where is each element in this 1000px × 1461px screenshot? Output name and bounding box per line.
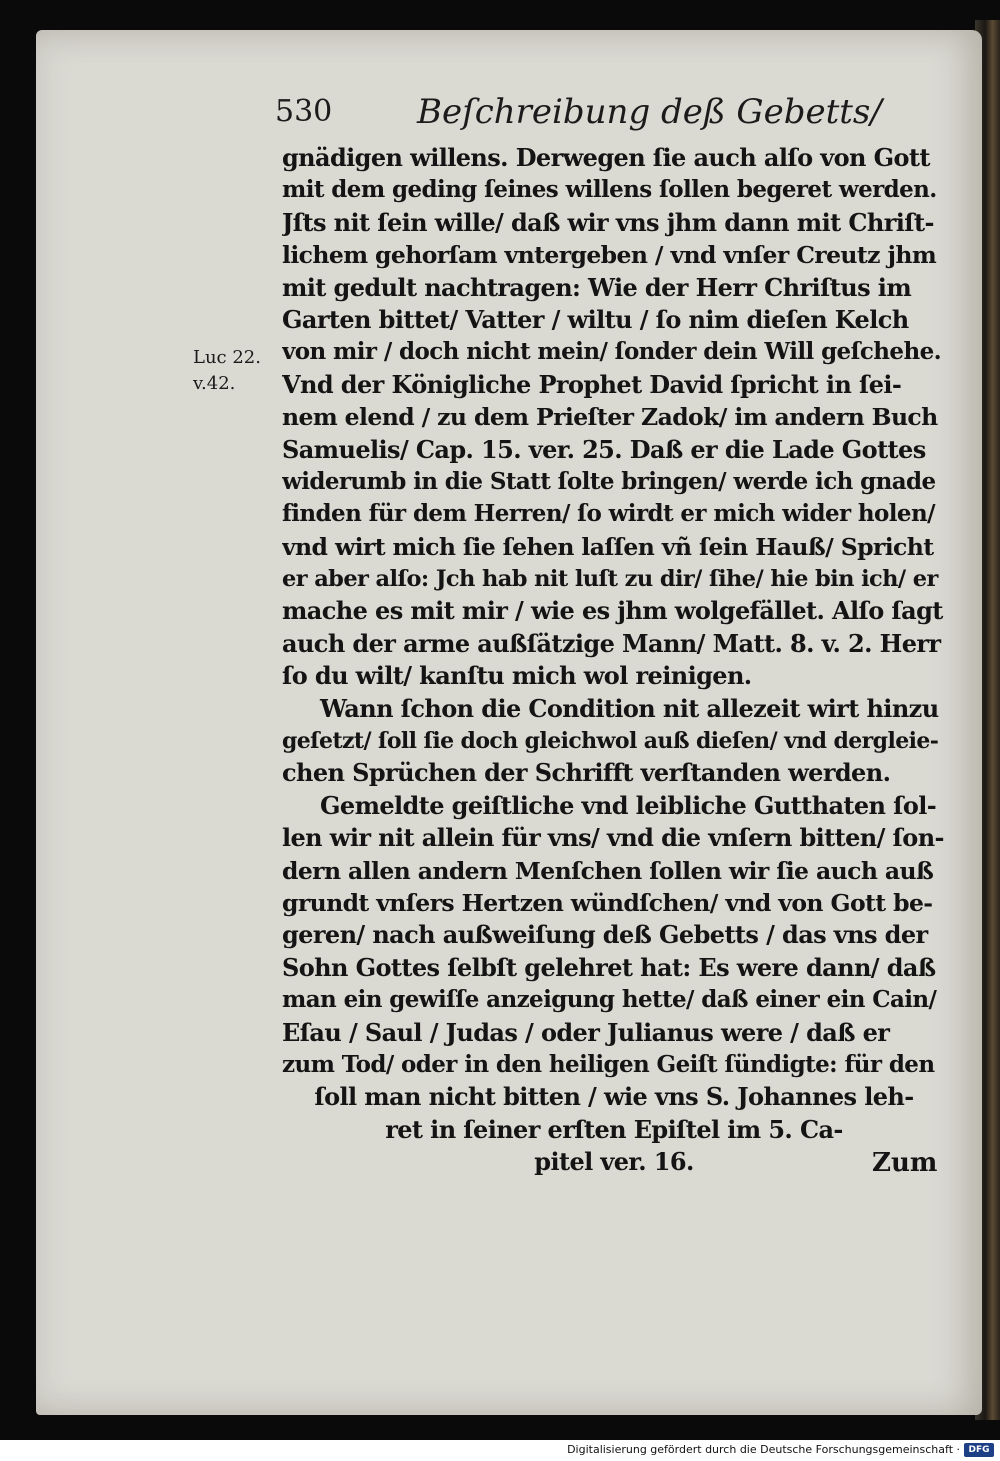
text-line: lichem gehorſam vntergeben / vnd vnſer Creutz jhm [282,241,937,270]
text-line: pitel ver. 16. [534,1147,694,1177]
text-line: dern allen andern Menſchen ſollen wir ſie auch auß [282,856,934,885]
text-line: Sohn Gottes ſelbſt gelehret hat: Es were dann/ daß [282,952,936,982]
text-line: mache es mit mir / wie es jhm wolgefället. Alſo ſagt [282,596,943,626]
text-line: man ein gewiſſe anzeigung hette/ daß einer ein Cain/ [282,986,937,1014]
text-line: mit gedult nachtragen: Wie der Herr Chriſtus im [282,272,912,302]
text-line: zum Tod/ oder in den heiligen Geiſt ſündigte: für den [282,1050,935,1078]
text-line: Samuelis/ Cap. 15. ver. 25. Daß er die Lade Gottes [282,434,926,464]
margin-note [193,345,263,397]
text-line: Eſau / Saul / Judas / oder Julianus were / daß er [282,1017,890,1047]
text-line: er aber alſo: Jch hab nit luſt zu dir/ ſihe/ hie bin ich/ er [282,566,938,593]
running-title: Beſchreibung deß Gebetts/ [417,92,882,132]
text-line: von mir / doch nicht mein/ ſonder dein Will geſchehe. [282,338,942,366]
text-line: finden für dem Herren/ ſo wirdt er mich wider holen/ [282,500,935,528]
text-line: Vnd der Königliche Prophet David ſpricht in ſei- [282,369,902,399]
text-line: Wann ſchon die Condition nit allezeit wirt hinzu [320,693,939,723]
text-line: len wir nit allein für vns/ vnd die vnſern bitten/ ſon- [282,823,944,853]
text-line: chen Sprüchen der Schrifft verſtanden werden. [282,758,891,788]
text-line: geſetzt/ ſoll ſie doch gleichwol auß dieſen/ vnd dergleie- [282,728,939,755]
text-line: ſoll man nicht bitten / wie vns S. Johannes leh- [314,1082,914,1112]
text-line: vnd wirt mich ſie ſehen laſſen vñ ſein Hauß/ Spricht [282,532,934,561]
body-text [282,142,946,1179]
catchword: Zum [872,1148,938,1178]
margin-note-line: v.42. [193,373,236,394]
text-line: mit dem geding ſeines willens ſollen begeret werden. [282,176,937,204]
text-line: nem elend / zu dem Prieſter Zadok/ im andern Buch [282,403,938,432]
text-line: widerumb in die Statt ſolte bringen/ werde ich gnade [282,467,936,495]
text-line: ſo du wilt/ kanſtu mich wol reinigen. [282,661,752,691]
text-line: Gemeldte geiſtliche vnd leibliche Gutthaten ſol- [320,790,937,820]
page-number: 530 [275,94,333,129]
text-line: geren/ nach außweiſung deß Gebetts / das vns der [282,920,928,950]
text-line: grundt vnſers Hertzen wündſchen/ vnd von Gott be- [282,888,933,917]
text-line: auch der arme außſätzige Mann/ Matt. 8. v. 2. Herr [282,628,941,658]
margin-note-line: Luc 22. [193,347,261,368]
dfg-logo-icon: DFG [964,1443,994,1457]
text-line: ret in ſeiner erſten Epiſtel im 5. Ca- [385,1114,843,1144]
text-line: gnädigen willens. Derwegen ſie auch alſo von Gott [282,143,930,172]
text-line: Jſts nit ſein wille/ daß wir vns jhm dann mit Chriſt- [282,207,934,237]
footer-bar [0,1440,1000,1461]
funding-credit: Digitalisierung gefördert durch die Deutsche Forschungsgemeinschaft · [567,1443,960,1456]
page-header [275,92,882,140]
text-line: Garten bittet/ Vatter / wiltu / ſo nim dieſen Kelch [282,304,909,334]
